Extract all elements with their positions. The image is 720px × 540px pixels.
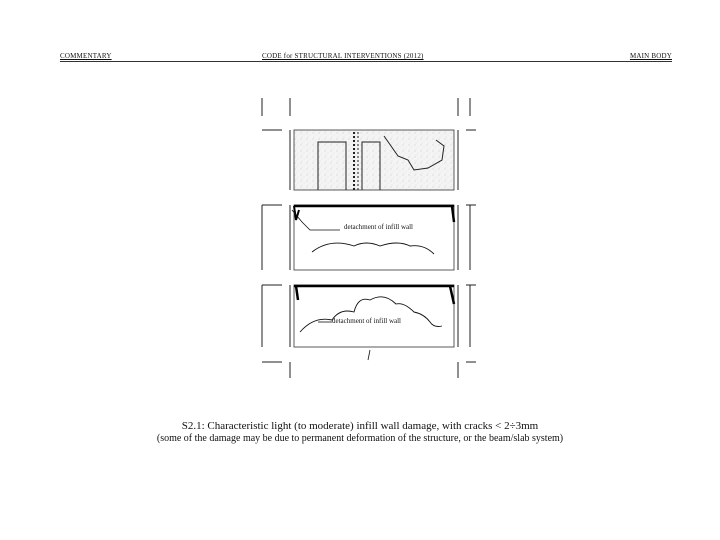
detachment-label-lower: detachment of infill wall	[332, 317, 402, 325]
header-section-label: COMMENTARY	[60, 52, 112, 60]
infill-panel-middle	[292, 205, 454, 270]
detachment-label-upper: detachment of infill wall	[344, 223, 414, 231]
header-document-title: CODE for STRUCTURAL INTERVENTIONS (2012)	[262, 52, 424, 60]
header-part-label: MAIN BODY	[629, 52, 672, 60]
infill-panel-top	[294, 130, 454, 190]
frame-sketch	[258, 90, 478, 380]
infill-panel-lower	[294, 285, 454, 360]
figure-caption-note: (some of the damage may be due to permanent deformation of the structure, or the beam/slab system)	[156, 433, 564, 444]
header-rule	[60, 61, 672, 62]
figure-caption-title: S2.1: Characteristic light (to moderate) infill wall damage, with cracks < 2÷3mm	[181, 420, 539, 432]
infill-damage-figure	[258, 90, 478, 380]
